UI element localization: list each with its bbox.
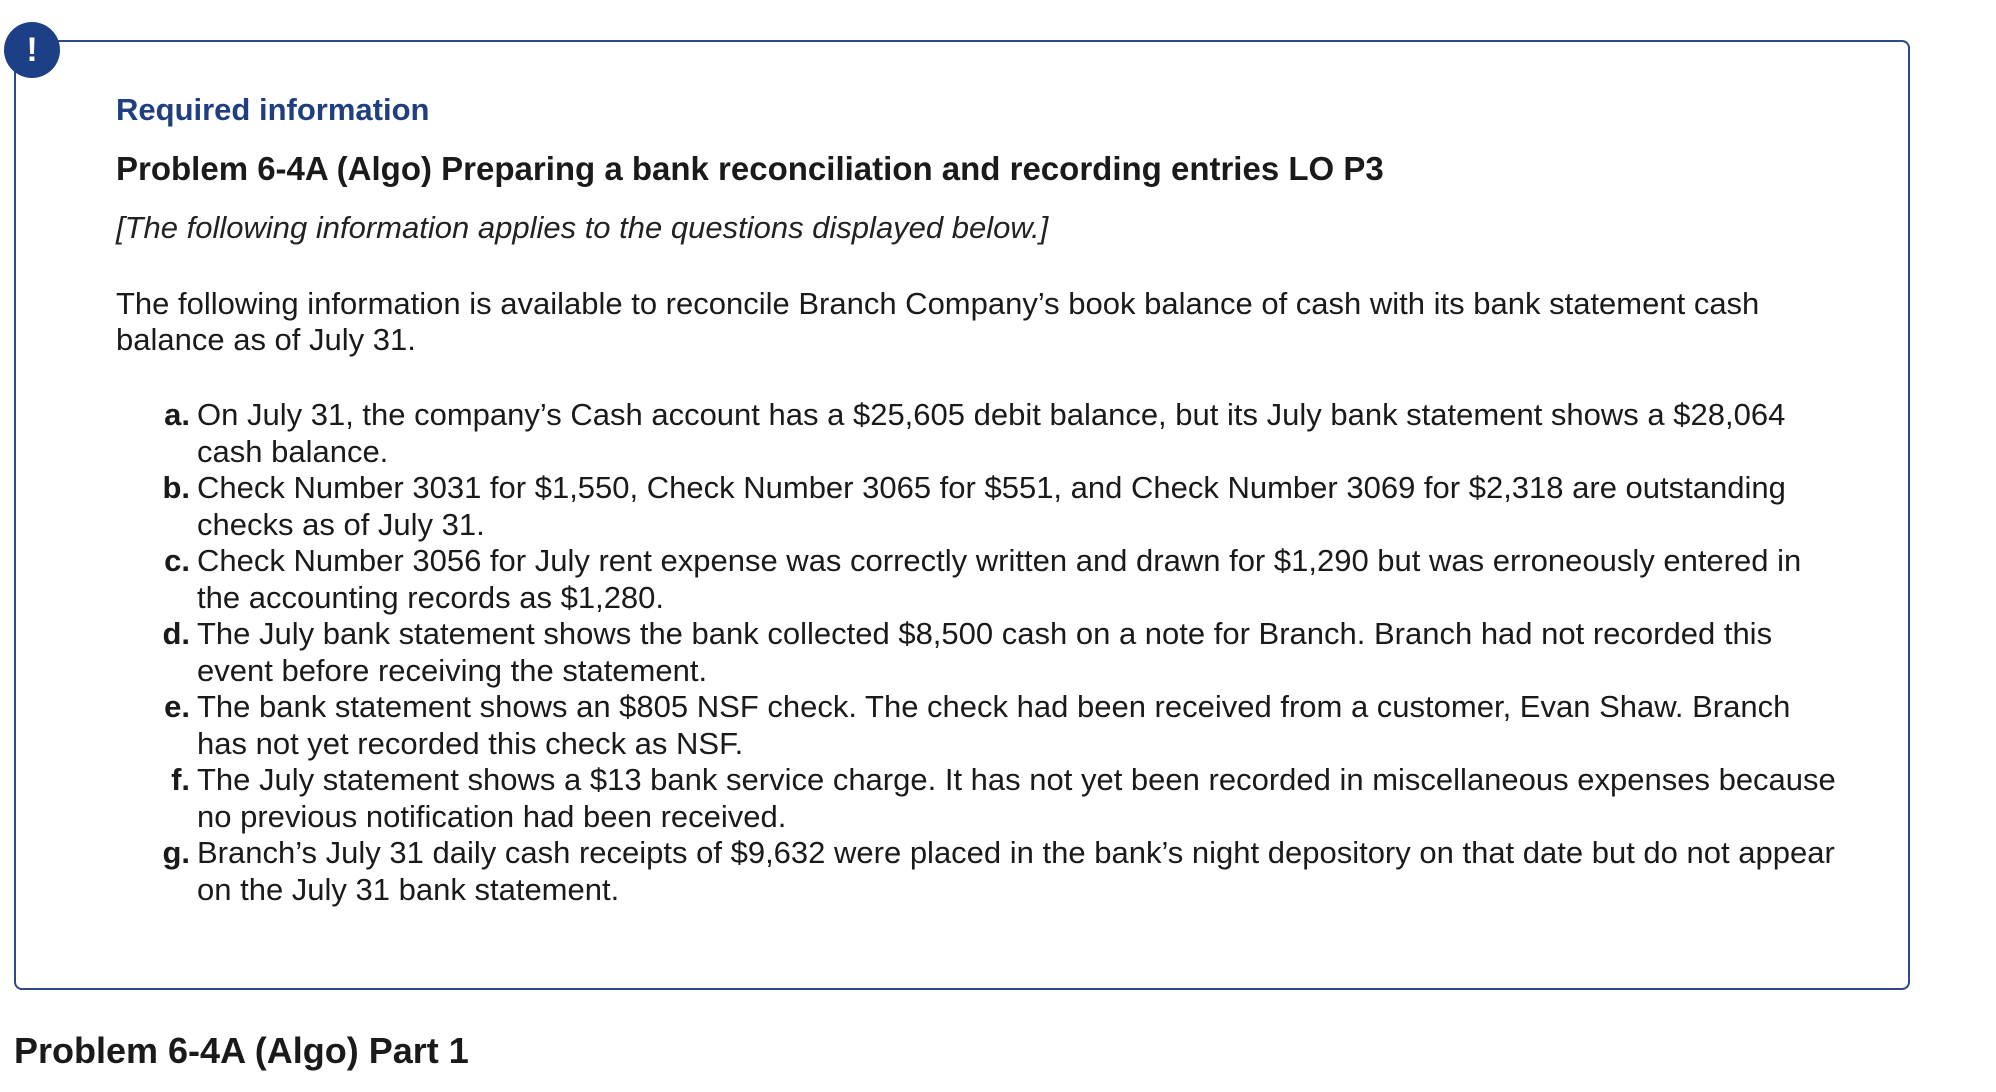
list-item [116,689,1836,762]
item-letter: a. [164,397,190,432]
item-text: Check Number 3056 for July rent expense was correctly written and drawn for $1,290 but was erroneously entered in the accounting records as $1,280. [197,543,1802,615]
item-text: On July 31, the company’s Cash account has a $25,605 debit balance, but its July bank statement shows a $28,064 cash balance. [197,397,1786,469]
list-item [116,762,1836,835]
list-item [116,470,1836,543]
item-letter: g. [162,835,190,870]
alert-icon: ! [4,22,60,78]
problem-title: Problem 6-4A (Algo) Preparing a bank reconciliation and recording entries LO P3 [116,150,1384,187]
part-heading: Problem 6-4A (Algo) Part 1 [14,1030,469,1071]
information-list [116,397,1836,908]
item-letter: d. [162,616,190,651]
list-item [116,616,1836,689]
item-text: The July bank statement shows the bank collected $8,500 cash on a note for Branch. Branch had not recorded this event before receiving the statement. [197,616,1773,688]
applies-note: [The following information applies to the questions displayed below.] [116,210,1049,245]
list-item [116,835,1836,908]
item-text: The July statement shows a $13 bank service charge. It has not yet been recorded in miscellaneous expenses because no previous notification had been received. [197,762,1836,834]
intro-paragraph: The following information is available to reconcile Branch Company’s book balance of cash with its bank statement cash balance as of July 31. [116,286,1760,357]
item-letter: e. [164,689,190,724]
item-letter: c. [164,543,190,578]
required-information-label: Required information [116,92,430,127]
item-text: Check Number 3031 for $1,550, Check Number 3065 for $551, and Check Number 3069 for $2,318 are outstanding checks as of July 31. [197,470,1786,542]
item-letter: b. [162,470,190,505]
list-item [116,543,1836,616]
required-information-panel [14,40,1910,990]
item-text: The bank statement shows an $805 NSF check. The check had been received from a customer, Evan Shaw. Branch has not yet recorded this check as NSF. [197,689,1791,761]
item-text: Branch’s July 31 daily cash receipts of $9,632 were placed in the bank’s night depository on that date but do not appear on the July 31 bank statement. [197,835,1835,907]
list-item [116,397,1836,470]
item-letter: f. [171,762,190,797]
